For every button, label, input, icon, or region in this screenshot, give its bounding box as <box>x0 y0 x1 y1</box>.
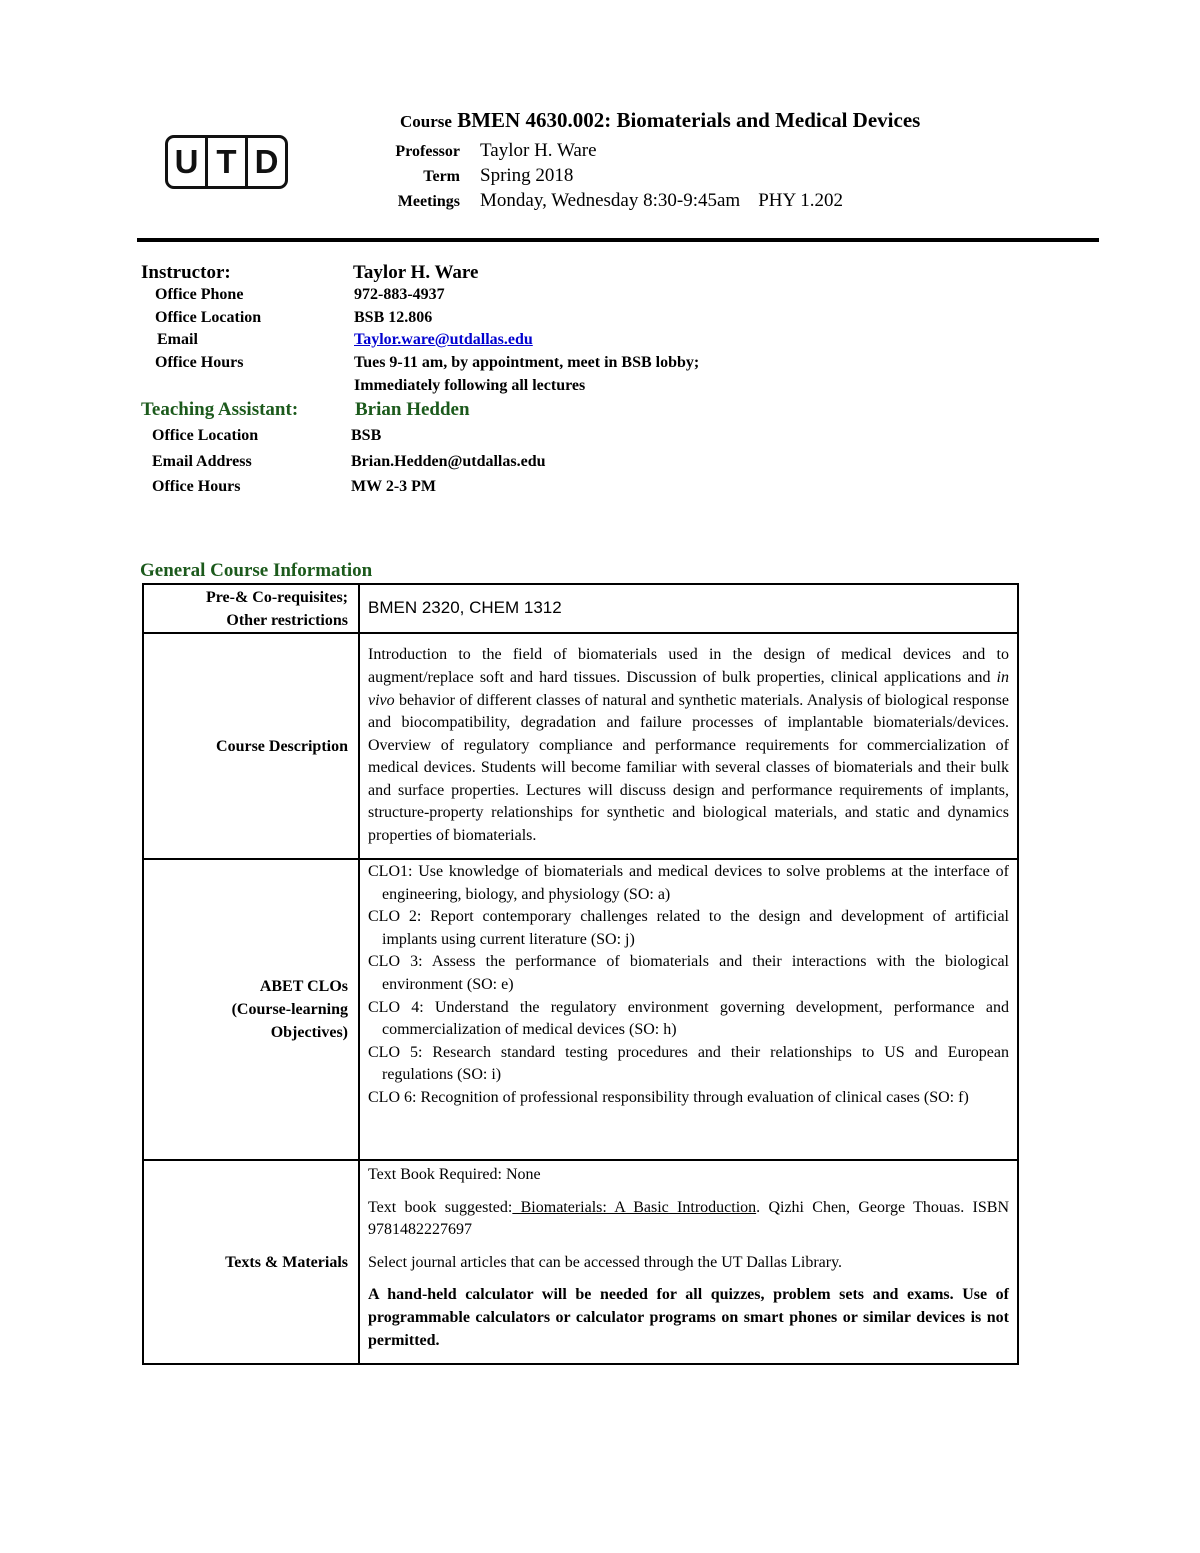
list-item: CLO 2: Report contemporary challenges related to the design and development of artificial implants using current literature (SO: j) <box>368 908 1009 948</box>
course-description-text-2: behavior of different classes of natural and synthetic materials. Analysis of biological response and biocompatibility, degradation and failure processes of implantable biomaterials/devices. Overview of regulatory compliance and performance requirements for commercialization of medical devices. Students will become familiar with several classes of biomaterials and their bulk and surface properties. Lectures will discuss design and performance requirements of implants, structure-property relationships for synthetic and biological materials, and static and dynamics properties of biomaterials. <box>368 691 1009 845</box>
prereq-value: BMEN 2320, CHEM 1312 <box>368 597 562 617</box>
ta-hours-value: MW 2-3 PM <box>351 478 437 495</box>
abet-clos-label-line3: Objectives) <box>270 1024 348 1041</box>
list-item: CLO1: Use knowledge of biomaterials and medical devices to solve problems at the interface of engineering, biology, and physiology (SO: a) <box>368 863 1009 903</box>
list-item: CLO 3: Assess the performance of biomaterials and their interactions with the biological environment (SO: e) <box>368 953 1009 993</box>
table-row <box>143 633 1018 859</box>
instructor-email-link[interactable]: Taylor.ware@utdallas.edu <box>354 331 533 348</box>
logo-letter-u: U <box>174 143 199 180</box>
header-divider <box>137 238 1099 242</box>
text-suggested <box>368 1197 1009 1242</box>
journal-note: Select journal articles that can be accessed through the UT Dallas Library. <box>368 1253 843 1271</box>
course-description <box>359 633 1018 859</box>
abet-clos-label <box>143 859 359 1160</box>
utd-logo <box>165 135 288 189</box>
course-description-italic: in vivo <box>368 668 1009 709</box>
prereq-label <box>143 584 359 633</box>
list-item: CLO 5: Research standard testing procedures and their relationships to US and European regulations (SO: i) <box>368 1043 1009 1084</box>
term-row <box>360 165 573 189</box>
office-hours-value-line1: Tues 9-11 am, by appointment, meet in BSB lobby; <box>354 354 700 371</box>
office-location-label: Office Location <box>155 309 262 326</box>
text-suggested-suffix: . Qizhi Chen, George Thouas. ISBN 9781482227697 <box>368 1198 1010 1239</box>
ta-location-label: Office Location <box>152 427 259 444</box>
texts-materials-label: Texts & Materials <box>143 1160 359 1364</box>
list-item: CLO 6: Recognition of professional responsibility through evaluation of clinical cases (SO: f) <box>368 1088 969 1106</box>
ta-hours-label: Office Hours <box>152 478 241 495</box>
table-row <box>143 1160 1018 1364</box>
abet-clos-label-line1: ABET CLOs <box>259 978 348 995</box>
ta-heading: Teaching Assistant: <box>141 399 299 420</box>
course-title <box>400 108 920 133</box>
professor-row <box>360 140 597 164</box>
ta-location-value: BSB <box>351 427 382 444</box>
meetings-room: PHY 1.202 <box>758 190 844 211</box>
prereq-label-line1: Pre-& Co-requisites; <box>205 588 348 606</box>
list-item: CLO 4: Understand the regulatory environment governing development, performance and commercialization of medical devices (SO: h) <box>368 998 1009 1039</box>
office-phone-label: Office Phone <box>155 286 244 303</box>
term-value: Spring 2018 <box>480 165 574 186</box>
prereq-label-line2: Other restrictions <box>226 611 348 629</box>
office-location-value: BSB 12.806 <box>354 309 433 326</box>
office-phone-value: 972-883-4937 <box>354 286 445 303</box>
prereq-value-cell <box>359 584 1018 633</box>
logo-letter-d: D <box>245 138 285 186</box>
office-hours-value-line2: Immediately following all lectures <box>354 377 586 394</box>
table-row <box>143 584 1018 633</box>
ta-name: Brian Hedden <box>355 399 470 420</box>
text-suggested-prefix: Text book suggested: <box>368 1198 513 1216</box>
professor-label: Professor <box>395 143 460 160</box>
clo-list <box>359 859 1018 1160</box>
instructor-name: Taylor H. Ware <box>353 262 479 283</box>
texts-materials <box>359 1160 1018 1364</box>
email-label: Email <box>157 331 198 348</box>
meetings-label: Meetings <box>397 193 460 210</box>
course-value: BMEN 4630.002: Biomaterials and Medical Devices <box>457 108 921 132</box>
course-label: Course <box>400 112 452 131</box>
meetings-value: Monday, Wednesday 8:30-9:45am <box>480 190 741 211</box>
office-hours-label: Office Hours <box>155 354 244 371</box>
ta-email-value: Brian.Hedden@utdallas.edu <box>351 453 546 470</box>
text-required: Text Book Required: None <box>368 1166 541 1183</box>
table-row <box>143 859 1018 1160</box>
course-description-label: Course Description <box>143 633 359 859</box>
instructor-heading: Instructor: <box>141 262 231 283</box>
course-description-text-1: Introduction to the field of biomaterials used in the design of medical devices and to augment/replace soft and hard tissues. Discussion of bulk properties, clinical applications and <box>368 646 1009 686</box>
text-suggested-title: Biomaterials: A Basic Introduction <box>512 1198 757 1216</box>
logo-letter-t: T <box>205 138 245 186</box>
term-label: Term <box>423 168 460 185</box>
meetings-row <box>360 190 843 214</box>
ta-email-label: Email Address <box>152 453 252 470</box>
abet-clos-label-line2: (Course-learning <box>231 1001 348 1018</box>
professor-value: Taylor H. Ware <box>480 140 597 161</box>
general-course-info-title: General Course Information <box>140 560 373 581</box>
course-info-table <box>142 583 1019 1365</box>
calculator-note: A hand-held calculator will be needed for all quizzes, problem sets and exams. Use of programmable calculators or calculator programs on smart phones or similar devices is not permitted. <box>368 1286 1009 1349</box>
